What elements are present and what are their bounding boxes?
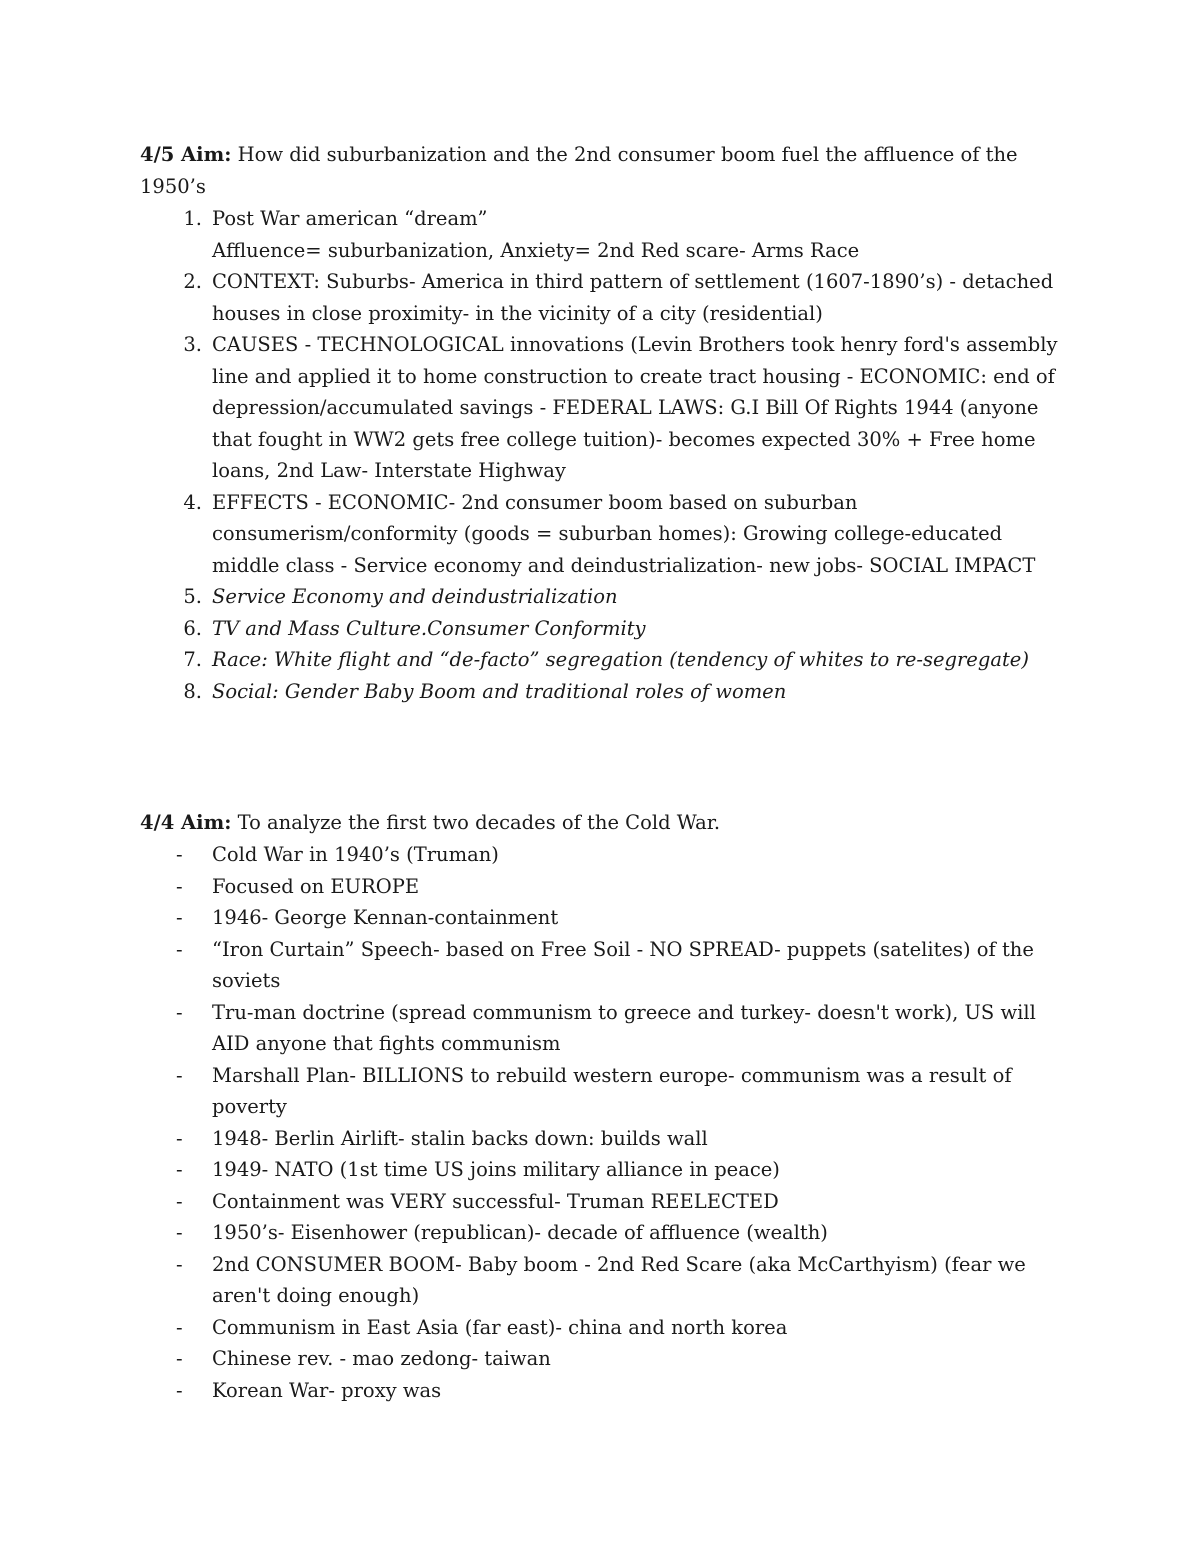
list-item bbox=[140, 934, 1065, 997]
list-item bbox=[140, 997, 1065, 1060]
list-item bbox=[140, 902, 1065, 934]
list-item-text: Cold War in 1940’s (Truman) bbox=[212, 843, 499, 866]
dash-bullet: - bbox=[176, 874, 183, 898]
list-item-text: Focused on EUROPE bbox=[212, 874, 420, 898]
list-number: 2. bbox=[183, 270, 202, 293]
list-item-text: Containment was VERY successful- Truman REELECTED bbox=[212, 1189, 779, 1213]
dash-list bbox=[140, 839, 1065, 1406]
dash-bullet: - bbox=[176, 1189, 183, 1213]
list-number: 8. bbox=[183, 679, 202, 703]
list-item bbox=[140, 203, 1065, 266]
list-item bbox=[140, 1123, 1065, 1155]
dash-bullet: - bbox=[176, 1315, 183, 1339]
list-item-text: Race: White flight and “de-facto” segregation (tendency of whites to re-segregate) bbox=[212, 648, 1029, 671]
list-item-text: Korean War- proxy was bbox=[212, 1378, 442, 1402]
list-item bbox=[140, 1375, 1065, 1407]
list-item bbox=[140, 487, 1065, 582]
list-item-text: Post War american “dream” bbox=[212, 207, 488, 230]
list-item bbox=[140, 644, 1065, 676]
aim-label: 4/4 Aim: bbox=[140, 811, 232, 834]
list-item-text: CAUSES - TECHNOLOGICAL innovations (Levin Brothers took henry ford's assembly line and applied it to home construction to create tract housing - ECONOMIC: end of depression/accumulated savings - FEDERAL LAWS: G.I Bill Of Rights 1944 (anyone that fought in WW2 gets free college tuition)- becomes expected 30% + Free home loans, 2nd Law- Interstate Highway bbox=[212, 333, 1058, 482]
list-item bbox=[140, 1060, 1065, 1123]
list-item-text: 1950’s- Eisenhower (republican)- decade of affluence (wealth) bbox=[212, 1221, 828, 1244]
list-item bbox=[140, 871, 1065, 903]
list-number: 5. bbox=[183, 585, 202, 608]
list-item bbox=[140, 266, 1065, 329]
list-item-text: 1946- George Kennan-containment bbox=[212, 906, 559, 929]
dash-bullet: - bbox=[176, 906, 183, 929]
list-item-text: Communism in East Asia (far east)- china and north korea bbox=[212, 1315, 788, 1339]
dash-bullet: - bbox=[176, 1063, 183, 1087]
list-item bbox=[140, 1312, 1065, 1344]
notes-section-4-4 bbox=[140, 807, 1065, 1406]
list-item bbox=[140, 1154, 1065, 1186]
list-item-text: EFFECTS - ECONOMIC- 2nd consumer boom based on suburban consumerism/conformity (goods = suburban homes): Growing college-educated middle class - Service economy and deindustrialization- new jobs- SOCIAL IMPACT bbox=[212, 490, 1036, 577]
dash-bullet: - bbox=[176, 1252, 183, 1276]
dash-bullet: - bbox=[176, 1000, 183, 1024]
list-item-text: Social: Gender Baby Boom and traditional roles of women bbox=[212, 679, 787, 703]
list-item bbox=[140, 329, 1065, 487]
list-item-text: Service Economy and deindustrialization bbox=[212, 585, 618, 608]
list-number: 6. bbox=[183, 616, 202, 640]
list-item bbox=[140, 1249, 1065, 1312]
list-item-subtext: Affluence= suburbanization, Anxiety= 2nd Red scare- Arms Race bbox=[212, 238, 860, 262]
list-item-text: Tru-man doctrine (spread communism to greece and turkey- doesn't work), US will AID anyone that fights communism bbox=[212, 1000, 1036, 1055]
list-item-text: “Iron Curtain” Speech- based on Free Soil - NO SPREAD- puppets (satelites) of the soviets bbox=[212, 937, 1034, 992]
list-number: 3. bbox=[183, 333, 202, 356]
numbered-list bbox=[140, 203, 1065, 707]
list-item bbox=[140, 1186, 1065, 1218]
aim-text: To analyze the first two decades of the Cold War. bbox=[231, 811, 721, 834]
list-number: 1. bbox=[183, 207, 202, 230]
list-item-text: 1949- NATO (1st time US joins military alliance in peace) bbox=[212, 1158, 780, 1181]
dash-bullet: - bbox=[176, 1378, 183, 1402]
list-item bbox=[140, 1217, 1065, 1249]
list-item-text: Marshall Plan- BILLIONS to rebuild western europe- communism was a result of poverty bbox=[212, 1063, 1012, 1118]
dash-bullet: - bbox=[176, 1126, 183, 1150]
dash-bullet: - bbox=[176, 937, 183, 961]
list-item-text: Chinese rev. - mao zedong- taiwan bbox=[212, 1347, 551, 1370]
aim-heading bbox=[140, 807, 1065, 839]
aim-heading bbox=[140, 139, 1065, 203]
list-item bbox=[140, 1343, 1065, 1375]
aim-label: 4/5 Aim: bbox=[140, 143, 232, 166]
list-item-text: TV and Mass Culture.Consumer Conformity bbox=[212, 616, 646, 640]
list-item-text: CONTEXT: Suburbs- America in third pattern of settlement (1607-1890’s) - detached houses in close proximity- in the vicinity of a city (residential) bbox=[212, 270, 1054, 325]
list-item-text: 2nd CONSUMER BOOM- Baby boom - 2nd Red Scare (aka McCarthyism) (fear we aren't doing enough) bbox=[212, 1252, 1026, 1307]
dash-bullet: - bbox=[176, 1221, 183, 1244]
dash-bullet: - bbox=[176, 1347, 183, 1370]
list-item-text: 1948- Berlin Airlift- stalin backs down: builds wall bbox=[212, 1126, 708, 1150]
dash-bullet: - bbox=[176, 1158, 183, 1181]
list-item bbox=[140, 613, 1065, 645]
list-number: 7. bbox=[183, 648, 202, 671]
list-number: 4. bbox=[183, 490, 202, 514]
aim-text: How did suburbanization and the 2nd consumer boom fuel the affluence of the 1950’s bbox=[140, 143, 1018, 198]
list-item bbox=[140, 839, 1065, 871]
list-item bbox=[140, 676, 1065, 708]
dash-bullet: - bbox=[176, 843, 183, 866]
list-item bbox=[140, 581, 1065, 613]
notes-section-4-5 bbox=[140, 139, 1065, 707]
